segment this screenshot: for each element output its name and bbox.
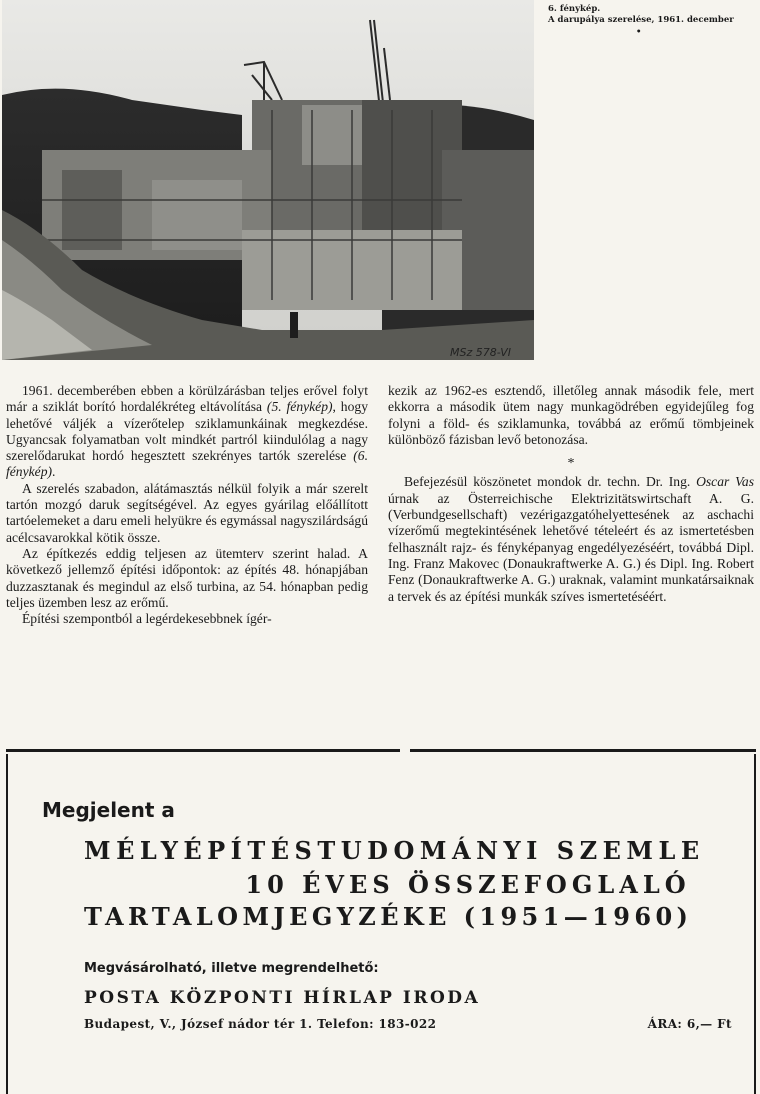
- caption-dot: •: [636, 27, 642, 37]
- paragraph: 1961. decemberében ebben a körülzárásban teljes erővel folyt már a sziklát borító hordalékréteg eltávolítása (5. fénykép), hogy lehetővé váljék a vízerőtelep sziklamunkáinak megkezdése. Ugyancsak folyamatban volt mindkét partról kiindulólag a nagy szerelődarukat hordó hegesztett szekrényes tartók szerelése (6. fénykép).: [6, 383, 368, 480]
- crane-photo-graphic: [2, 0, 534, 360]
- paragraph: kezik az 1962-es esztendő, illetőleg annak második fele, mert ekkorra a második ütem nagy munkagödrében egyidejűleg fog folyni a föld- és sziklamunka, továbbá az erőmű tömbjeinek különböző fázisban levő betonozása.: [388, 383, 754, 447]
- paragraph: Az építkezés eddig teljesen az ütemterv szerint halad. A következő jellemző építési időpontok: az építés 48. hónapjában duzzasztanak és megindul az első turbina, az 54. hónapban pedig teljes üzemben lesz az erőmű.: [6, 545, 368, 610]
- caption-text: A darupálya szerelése, 1961. december: [548, 15, 734, 25]
- photo-caption: [548, 4, 758, 38]
- construction-photo: [2, 0, 534, 360]
- paragraph: Építési szempontból a legérdekesebbnek ígér-: [22, 611, 272, 627]
- advert-price: ÁRA: 6,— Ft: [647, 1017, 732, 1031]
- advert-purchase-note: Megvásárolható, illetve megrendelhető:: [84, 961, 379, 976]
- section-separator: *: [567, 456, 575, 472]
- advert-address: Budapest, V., József nádor tér 1. Telefon: 183-022: [84, 1017, 437, 1031]
- article-left-column: [6, 383, 368, 627]
- acknowledgement: Befejezésül köszönetet mondok dr. techn. Dr. Ing. Oscar Vas úrnak az Österreichische Elektrizitätswirtschaft A. G. (Verbundgesellschaft) vezérigazgatóhelyettesének az aschachi vízerőmű megtekintésének lehetővé tételeért és az ismertetésben felhasznált rajz- és fényképanyag engedélyezéséért, továbbá Dipl. Ing. Franz Makovec (Donaukraftwerke A. G.) és Dipl. Ing. Robert Fenz (Donaukraftwerke A. G.) uraknak, valamint munkatársaiknak a tervek és az építési munkák szíves ismertetéséért.: [388, 474, 754, 604]
- advert-office: POSTA KÖZPONTI HÍRLAP IRODA: [84, 988, 481, 1008]
- advert-title-line: MÉLYÉPÍTÉSTUDOMÁNYI SZEMLE: [84, 836, 705, 865]
- advert-title-line: 10 ÉVES ÖSSZEFOGLALÓ: [245, 870, 691, 899]
- advert-title-line: TARTALOMJEGYZÉKE (1951—1960): [84, 902, 693, 931]
- advert-intro: Megjelent a: [42, 798, 175, 822]
- article-right-column: [388, 383, 754, 605]
- photo-stamp: MSz 578-VI: [450, 346, 512, 359]
- paragraph: A szerelés szabadon, alátámasztás nélkül folyik a már szerelt tartón mozgó daruk segítségével. Az egyes gyárilag előállított tartóelemeket a daru emeli helyükre és egymással nagyszilárdságú acélcsavarokkal kötik össze.: [6, 480, 368, 545]
- caption-number: 6. fénykép.: [548, 4, 601, 14]
